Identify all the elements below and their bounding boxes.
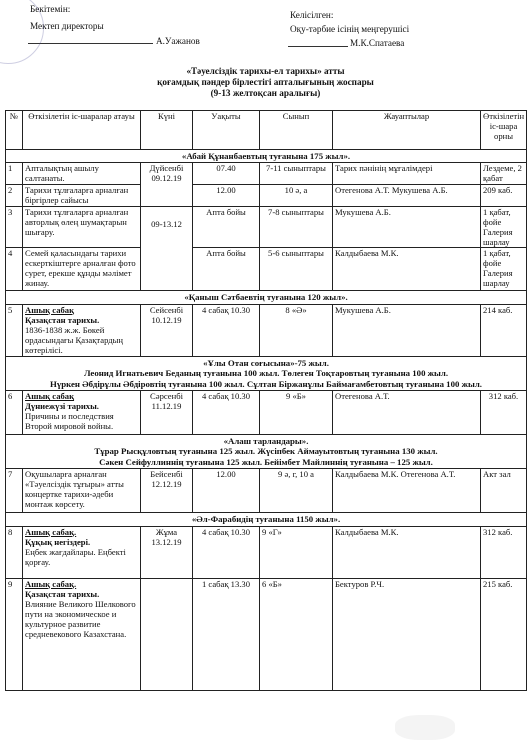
table-row: [6, 391, 527, 435]
row-responsible: Мукушева А.Б.: [333, 207, 481, 248]
table-row: [6, 578, 527, 690]
table-row: [6, 185, 527, 207]
section-subtitle: Сәкен Сейфуллиннің туғанына 125 жыл. Бейімбет Майлиннің туғанына – 125 жыл.: [99, 456, 433, 467]
row-time: Апта бойы: [193, 207, 260, 248]
row-responsible: Отегенова А.Т.: [333, 391, 481, 435]
col-header-day: Күні: [141, 111, 193, 150]
row-event: [23, 526, 141, 578]
table-row: [6, 526, 527, 578]
row-no: 4: [6, 248, 23, 291]
row-event: [23, 304, 141, 356]
row-place: 1 қабат, фойе Галерия шарлау: [481, 207, 527, 248]
row-event: [23, 578, 141, 690]
col-header-place: Өткізілетін іс-шара орны: [481, 111, 527, 150]
lesson-type: Ашық сабақ.: [25, 526, 77, 537]
row-responsible: Отегенова А.Т. Мукушева А.Б.: [333, 185, 481, 207]
lesson-type: Ашық сабақ: [25, 391, 75, 402]
row-place: 312 каб.: [481, 526, 527, 578]
lesson-subject: Қазақстан тарихы.: [25, 588, 100, 599]
lesson-topic: Влияние Великого Шелкового пути на экономическое и культурное развитие средневекового Казахстана.: [25, 598, 136, 639]
approval-right-role: Оқу-тәрбие ісінің меңгерушісі: [290, 24, 410, 34]
row-time: 12.00: [193, 185, 260, 207]
row-day: Бейсенбі 12.12.19: [141, 469, 193, 513]
section-title: «Алаш тарландары».: [223, 436, 309, 447]
lesson-topic: 1836-1838 ж.ж. Бөкей ордасындағы Қазақтардың көтерілісі.: [25, 324, 124, 355]
signature-line-right: [288, 46, 348, 47]
section-row: [6, 150, 527, 163]
lesson-subject: Қазақстан тарихы.: [25, 314, 100, 325]
row-day: Сәрсенбі 11.12.19: [141, 391, 193, 435]
lesson-topic: Причины и последствия Второй мировой войны.: [25, 411, 114, 432]
plan-table: [5, 110, 527, 691]
row-place: 214 каб.: [481, 304, 527, 356]
section-title: «Абай Құнанбаевтың туғанына 175 жыл».: [6, 150, 527, 163]
row-time: 12.00: [193, 469, 260, 513]
section-subtitle: Нүркен Әбдірұлы Әбдіровтің туғанына 100 жыл. Сұлтан Біржанұлы Баймағамбетовтың туғанына 100 жыл.: [50, 378, 482, 389]
section-row: [6, 356, 527, 390]
row-place: 209 каб.: [481, 185, 527, 207]
row-class: 7-8 сыныптары: [260, 207, 333, 248]
row-no: 9: [6, 578, 23, 690]
row-class: 9 «Б»: [260, 391, 333, 435]
row-responsible: Тарих пәнінің мұғалімдері: [333, 163, 481, 185]
row-place: 215 каб.: [481, 578, 527, 690]
row-day: 09-13.12: [141, 207, 193, 291]
row-responsible: Калдыбаева М.К. Отегенова А.Т.: [333, 469, 481, 513]
signature-line-left: [28, 43, 153, 44]
row-no: 2: [6, 185, 23, 207]
row-time: 1 сабақ 13.30: [193, 578, 260, 690]
row-place: 1 қабат, фойе Галерия шарлау: [481, 248, 527, 291]
lesson-topic: Еңбек жағдайлары. Еңбекті қорғау.: [25, 546, 126, 567]
row-time: Апта бойы: [193, 248, 260, 291]
approval-left-label: Бекітемін:: [30, 4, 71, 14]
official-stamp: [0, 0, 44, 64]
table-row: [6, 304, 527, 356]
table-row: [6, 163, 527, 185]
row-time: 4 сабақ 10.30: [193, 391, 260, 435]
section-title: «Қаныш Сәтбаевтің туғанына 120 жыл».: [6, 291, 527, 304]
row-no: 7: [6, 469, 23, 513]
row-event: Апталықтың ашылу салтанаты.: [23, 163, 141, 185]
row-time: 07.40: [193, 163, 260, 185]
row-class: 9 «Г»: [260, 526, 333, 578]
scan-smudge: [395, 715, 455, 740]
row-responsible: Бектуров Р.Ч.: [333, 578, 481, 690]
row-responsible: Мукушева А.Б.: [333, 304, 481, 356]
table-row: [6, 248, 527, 291]
row-no: 8: [6, 526, 23, 578]
row-no: 6: [6, 391, 23, 435]
section-row: [6, 291, 527, 304]
row-class: 5-6 сыныптары: [260, 248, 333, 291]
row-responsible: Калдыбаева М.К.: [333, 248, 481, 291]
row-no: 5: [6, 304, 23, 356]
row-day: Дүйсенбі 09.12.19: [141, 163, 193, 207]
col-header-responsible: Жауаптылар: [333, 111, 481, 150]
row-class: 7-11 сыныптары: [260, 163, 333, 185]
lesson-type: Ашық сабақ.: [25, 578, 77, 589]
row-class: 9 ә, г, 10 а: [260, 469, 333, 513]
row-class: 8 «Ә»: [260, 304, 333, 356]
row-no: 3: [6, 207, 23, 248]
row-responsible: Калдыбаева М.К.: [333, 526, 481, 578]
row-event: Тарихи тұлғаларға арналған біргірлер сайысы: [23, 185, 141, 207]
row-class: 6 «Б»: [260, 578, 333, 690]
row-time: 4 сабақ 10.30: [193, 526, 260, 578]
row-class: 10 ә, а: [260, 185, 333, 207]
row-day: Жұма 13.12.19: [141, 526, 193, 578]
table-row: [6, 469, 527, 513]
row-event: Оқушыларға арналған «Тәуелсіздік тұғыры» атты концертке тарихи-әдеби монтаж көрсету.: [23, 469, 141, 513]
row-event: Тарихи тұлғаларға арналған авторлық өлең шумақтарын шығару.: [23, 207, 141, 248]
col-header-time: Уақыты: [193, 111, 260, 150]
section-title: «Әл-Фарабидің туғанына 1150 жыл».: [6, 513, 527, 526]
section-subtitle: Леонид Игнатьевич Беданың туғанына 100 жыл. Төлеген Тоқтаровтың туғанына 100 жыл.: [83, 368, 449, 379]
table-header-row: [6, 111, 527, 150]
row-event: [23, 391, 141, 435]
row-day: [141, 578, 193, 690]
approval-right-name: М.К.Спатаева: [350, 38, 405, 48]
row-time: 4 сабақ 10.30: [193, 304, 260, 356]
row-place: Акт зал: [481, 469, 527, 513]
plan-title-line2: қоғамдық пәндер бірлестігі апталығының жоспары: [157, 77, 374, 87]
col-header-class: Сынып: [260, 111, 333, 150]
section-row: [6, 513, 527, 526]
row-day: Сейсенбі 10.12.19: [141, 304, 193, 356]
approval-left-name: А.Уажанов: [156, 36, 200, 46]
section-title: «Ұлы Отан соғысына»-75 жыл.: [203, 357, 329, 368]
lesson-type: Ашық сабақ: [25, 304, 75, 315]
table-row: [6, 207, 527, 248]
row-event: Семей қаласындағы тарихи ескерткіштерге арналған фото сурет, ерекше құнды мәлімет жинау.: [23, 248, 141, 291]
row-place: 312 каб.: [481, 391, 527, 435]
row-no: 1: [6, 163, 23, 185]
section-subtitle: Тұрар Рысқұловтың туғанына 125 жыл. Жүсіпбек Аймауытовтың туғанына 130 жыл.: [94, 446, 438, 457]
row-place: Лездеме, 2 қабат: [481, 163, 527, 185]
lesson-subject: Дүниежүзі тарихы.: [25, 401, 99, 412]
col-header-event: Өткізілетін іс-шаралар атауы: [23, 111, 141, 150]
col-header-no: №: [6, 111, 23, 150]
approval-right-label: Келісілген:: [290, 10, 334, 20]
section-row: [6, 435, 527, 469]
plan-title-line1: «Тәуелсіздік тарихы-ел тарихы» атты: [186, 66, 345, 76]
lesson-subject: Құқық негіздері.: [25, 536, 91, 547]
plan-title-line3: (9-13 желтоқсан аралығы): [210, 88, 321, 98]
approval-left-role: Мектеп директоры: [30, 21, 104, 31]
